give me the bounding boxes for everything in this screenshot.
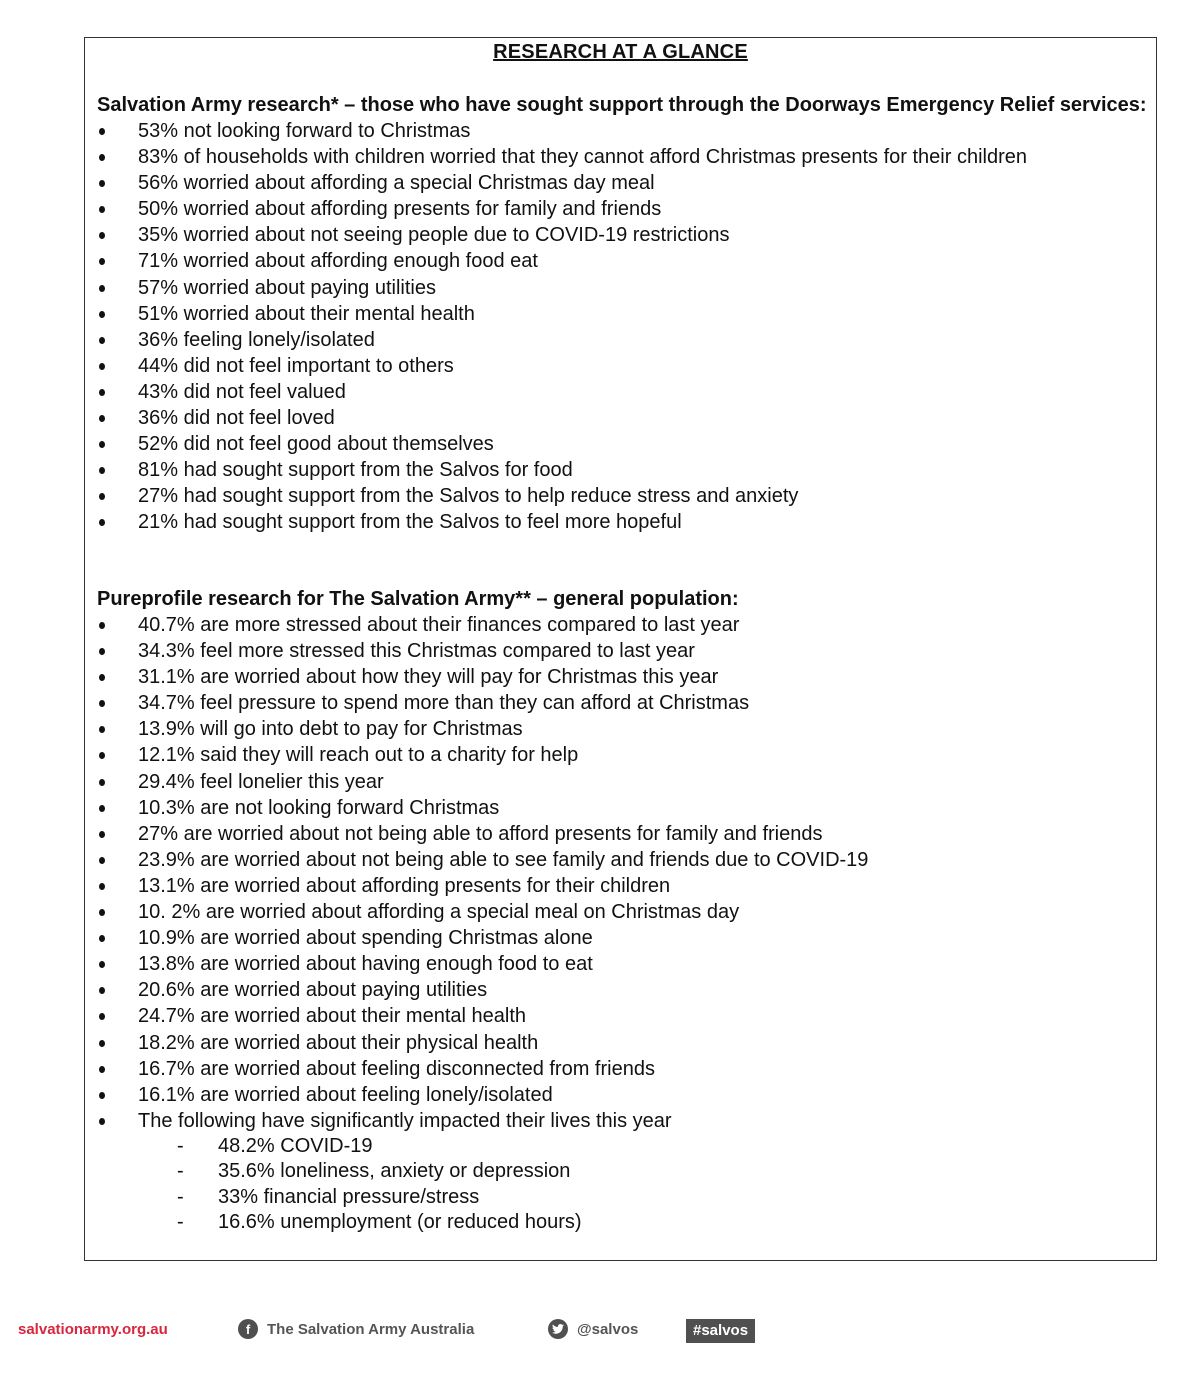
facebook-link[interactable] bbox=[238, 1319, 474, 1339]
list-item-text: 56% worried about affording a special Christmas day meal bbox=[138, 172, 655, 195]
list-item-text: 50% worried about affording presents for family and friends bbox=[138, 198, 662, 221]
list-item bbox=[97, 379, 1148, 405]
list-item-text: The following have significantly impacted their lives this year bbox=[138, 1109, 672, 1132]
bullet-icon bbox=[99, 622, 105, 629]
list-item bbox=[97, 742, 1148, 768]
sub-list bbox=[97, 1134, 1148, 1236]
sub-list-item bbox=[97, 1159, 1148, 1185]
bullet-icon bbox=[99, 961, 105, 968]
list-item-text: 83% of households with children worried that they cannot afford Christmas presents for their children bbox=[138, 146, 1027, 169]
list-item-text: 71% worried about affording enough food eat bbox=[138, 250, 538, 273]
bullet-icon bbox=[99, 206, 105, 213]
section-heading: Pureprofile research for The Salvation Army** – general population: bbox=[97, 588, 739, 610]
bullet-icon bbox=[99, 232, 105, 239]
list-item bbox=[97, 118, 1148, 144]
sub-list-item-text: 35.6% loneliness, anxiety or depression bbox=[218, 1160, 571, 1183]
list-item bbox=[97, 925, 1148, 951]
facebook-label: The Salvation Army Australia bbox=[267, 1320, 475, 1338]
footer bbox=[0, 1318, 800, 1348]
list-item bbox=[97, 248, 1148, 274]
bullet-icon bbox=[99, 180, 105, 187]
bullet-icon bbox=[99, 389, 105, 396]
list-item bbox=[97, 457, 1148, 483]
bullet-icon bbox=[99, 285, 105, 292]
list-item bbox=[97, 821, 1148, 847]
list-item-text: 34.7% feel pressure to spend more than they can afford at Christmas bbox=[138, 692, 750, 715]
bullet-icon bbox=[99, 935, 105, 942]
list-item bbox=[97, 873, 1148, 899]
section-heading: Salvation Army research* – those who have sought support through the Doorways Emergency Relief services: bbox=[97, 94, 1147, 116]
bullet-icon bbox=[99, 311, 105, 318]
list-item bbox=[97, 327, 1148, 353]
list-item bbox=[97, 795, 1148, 821]
bullet-icon bbox=[99, 154, 105, 161]
list-item bbox=[97, 275, 1148, 301]
list-item bbox=[97, 483, 1148, 509]
bullet-icon bbox=[99, 441, 105, 448]
list-item-text: 36% did not feel loved bbox=[138, 407, 335, 430]
list-item-text: 12.1% said they will reach out to a charity for help bbox=[138, 744, 579, 767]
list-item bbox=[97, 1082, 1148, 1108]
list-item-text: 13.8% are worried about having enough food to eat bbox=[138, 953, 593, 976]
sub-list-item bbox=[97, 1210, 1148, 1236]
list-item bbox=[97, 301, 1148, 327]
dash-marker: - bbox=[177, 1211, 184, 1234]
bullet-icon bbox=[99, 883, 105, 890]
list-item-text: 34.3% feel more stressed this Christmas compared to last year bbox=[138, 640, 695, 663]
bullet-icon bbox=[99, 337, 105, 344]
list-item-text: 13.1% are worried about affording presents for their children bbox=[138, 874, 671, 897]
list-item-text: 20.6% are worried about paying utilities bbox=[138, 979, 488, 1002]
bullet-icon bbox=[99, 467, 105, 474]
list-item bbox=[97, 1056, 1148, 1082]
bullet-icon bbox=[99, 752, 105, 759]
list-item bbox=[97, 405, 1148, 431]
bullet-icon bbox=[99, 674, 105, 681]
sub-list-item-text: 33% financial pressure/stress bbox=[218, 1185, 480, 1208]
list-item bbox=[97, 353, 1148, 379]
sub-list-item bbox=[97, 1134, 1148, 1160]
bullet-icon bbox=[99, 128, 105, 135]
list-item-text: 18.2% are worried about their physical health bbox=[138, 1031, 539, 1054]
bullet-icon bbox=[99, 909, 105, 916]
list-item bbox=[97, 196, 1148, 222]
sub-list-item-text: 16.6% unemployment (or reduced hours) bbox=[218, 1211, 582, 1234]
list-item bbox=[97, 638, 1148, 664]
list-item-text: 10. 2% are worried about affording a special meal on Christmas day bbox=[138, 901, 740, 924]
list-item bbox=[97, 899, 1148, 925]
list-item-text: 52% did not feel good about themselves bbox=[138, 433, 494, 456]
bullet-icon bbox=[99, 700, 105, 707]
twitter-icon bbox=[548, 1319, 568, 1339]
list-item-text: 40.7% are more stressed about their finances compared to last year bbox=[138, 614, 740, 636]
section-pureprofile-research bbox=[97, 586, 1148, 1236]
list-item-text: 81% had sought support from the Salvos for food bbox=[138, 459, 573, 482]
list-item-text: 31.1% are worried about how they will pay for Christmas this year bbox=[138, 666, 719, 689]
bullet-icon bbox=[99, 1040, 105, 1047]
sub-list-item bbox=[97, 1185, 1148, 1211]
bullet-icon bbox=[99, 1013, 105, 1020]
bullet-icon bbox=[99, 1118, 105, 1125]
list-item-text: 21% had sought support from the Salvos to feel more hopeful bbox=[138, 511, 682, 534]
website-link[interactable]: salvationarmy.org.au bbox=[18, 1321, 168, 1338]
list-item bbox=[97, 1030, 1148, 1056]
list-item bbox=[97, 1003, 1148, 1029]
bullet-icon bbox=[99, 779, 105, 786]
bullet-icon bbox=[99, 258, 105, 265]
bullet-icon bbox=[99, 648, 105, 655]
sub-list-item-text: 48.2% COVID-19 bbox=[218, 1134, 373, 1157]
list-item-text: 43% did not feel valued bbox=[138, 380, 346, 403]
list-item bbox=[97, 509, 1148, 535]
list-item bbox=[97, 144, 1148, 170]
bullet-icon bbox=[99, 857, 105, 864]
list-item bbox=[97, 612, 1148, 638]
list-item bbox=[97, 716, 1148, 742]
list-item-text: 29.4% feel lonelier this year bbox=[138, 770, 384, 793]
dash-marker: - bbox=[177, 1160, 184, 1183]
list-item-text: 53% not looking forward to Christmas bbox=[138, 120, 471, 142]
list-item bbox=[97, 951, 1148, 977]
list-item-text: 35% worried about not seeing people due to COVID-19 restrictions bbox=[138, 224, 730, 247]
bullet-icon bbox=[99, 805, 105, 812]
list-item-text: 16.7% are worried about feeling disconnected from friends bbox=[138, 1057, 655, 1080]
list-item-text: 44% did not feel important to others bbox=[138, 354, 454, 377]
section-doorways-research bbox=[97, 92, 1148, 536]
document-title: RESEARCH AT A GLANCE bbox=[493, 41, 748, 63]
list-item-text: 27% are worried about not being able to afford presents for family and friends bbox=[138, 822, 823, 845]
list-item bbox=[97, 690, 1148, 716]
list-item bbox=[97, 847, 1148, 873]
bullet-icon bbox=[99, 519, 105, 526]
list-item bbox=[97, 769, 1148, 795]
hashtag-badge[interactable]: #salvos bbox=[686, 1319, 755, 1343]
twitter-handle: @salvos bbox=[577, 1320, 639, 1338]
list-item-text: 10.3% are not looking forward Christmas bbox=[138, 796, 500, 819]
list-item-text: 23.9% are worried about not being able to see family and friends due to COVID-19 bbox=[138, 848, 869, 871]
list-item-text: 13.9% will go into debt to pay for Christmas bbox=[138, 718, 523, 741]
bullet-icon bbox=[99, 1092, 105, 1099]
bullet-list bbox=[97, 612, 1148, 1134]
list-item bbox=[97, 431, 1148, 457]
list-item bbox=[97, 170, 1148, 196]
list-item bbox=[97, 222, 1148, 248]
list-item-text: 36% feeling lonely/isolated bbox=[138, 328, 375, 351]
research-box bbox=[84, 37, 1157, 1261]
list-item-text: 51% worried about their mental health bbox=[138, 302, 475, 325]
bullet-icon bbox=[99, 726, 105, 733]
twitter-link[interactable] bbox=[548, 1319, 638, 1339]
bullet-icon bbox=[99, 831, 105, 838]
list-item-text: 16.1% are worried about feeling lonely/isolated bbox=[138, 1083, 553, 1106]
bullet-icon bbox=[99, 363, 105, 370]
bullet-icon bbox=[99, 987, 105, 994]
facebook-icon: f bbox=[238, 1319, 258, 1339]
dash-marker: - bbox=[177, 1134, 184, 1157]
dash-marker: - bbox=[177, 1185, 184, 1208]
list-item-text: 27% had sought support from the Salvos to help reduce stress and anxiety bbox=[138, 485, 799, 508]
list-item bbox=[97, 664, 1148, 690]
list-item-text: 10.9% are worried about spending Christmas alone bbox=[138, 927, 593, 950]
bullet-icon bbox=[99, 493, 105, 500]
list-item bbox=[97, 1108, 1148, 1134]
list-item bbox=[97, 977, 1148, 1003]
list-item-text: 24.7% are worried about their mental health bbox=[138, 1005, 527, 1028]
bullet-icon bbox=[99, 415, 105, 422]
bullet-list bbox=[97, 118, 1148, 536]
bullet-icon bbox=[99, 1066, 105, 1073]
list-item-text: 57% worried about paying utilities bbox=[138, 276, 436, 299]
